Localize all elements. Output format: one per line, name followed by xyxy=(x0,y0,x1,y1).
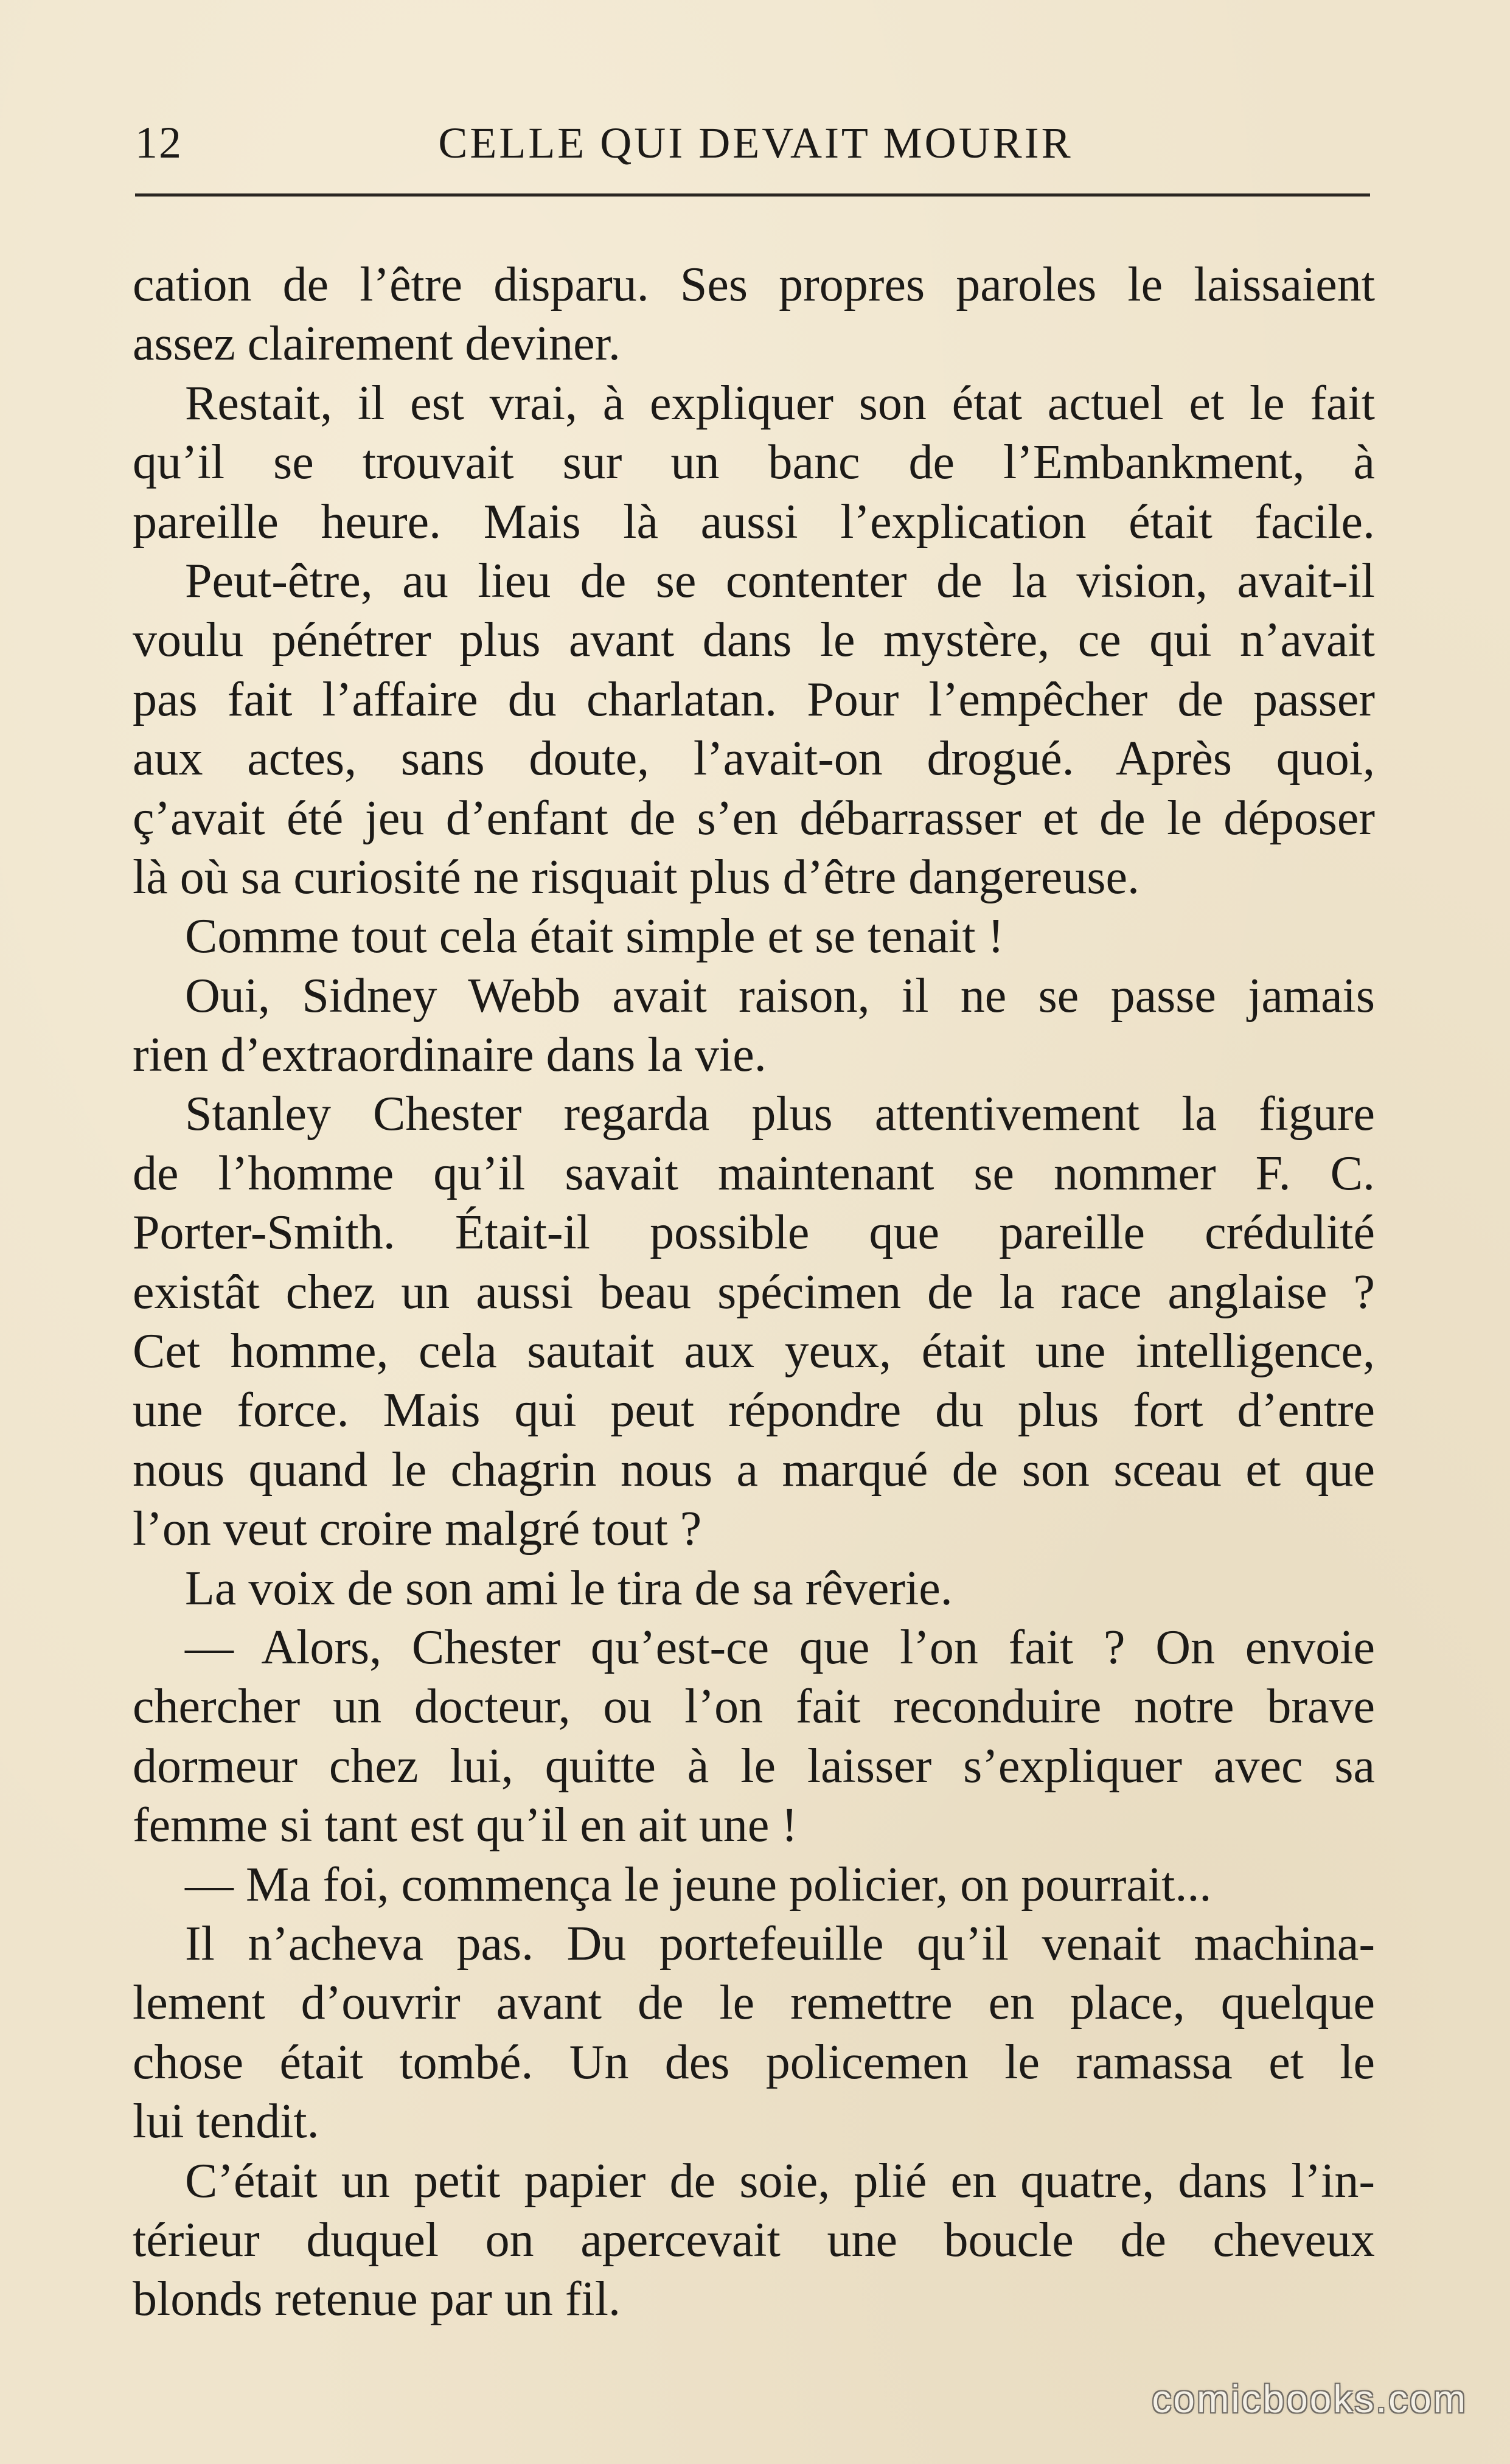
text-line: lement d’ouvrir avant de le remettre en place, quelque xyxy=(133,1976,1375,2030)
text-line: aux actes, sans doute, l’avait-on drogué. Après quoi, xyxy=(133,732,1375,786)
text-line: La voix de son ami le tira de sa rêverie. xyxy=(185,1561,953,1615)
text-line: Oui, Sidney Webb avait raison, il ne se passe jamais xyxy=(185,969,1375,1023)
text-line: C’était un petit papier de soie, plié en quatre, dans l’in- xyxy=(185,2154,1375,2208)
text-line: l’on veut croire malgré tout ? xyxy=(133,1502,702,1556)
text-line: dormeur chez lui, quitte à le laisser s’expliquer avec sa xyxy=(133,1739,1375,1793)
text-line: chose était tombé. Un des policemen le ramassa et le xyxy=(133,2035,1375,2089)
body-text xyxy=(133,256,1375,2330)
text-line: chercher un docteur, ou l’on fait reconduire notre brave xyxy=(133,1680,1375,1734)
text-line: existât chez un aussi beau spécimen de la race anglaise ? xyxy=(133,1265,1375,1319)
watermark-text: comicbooks.com xyxy=(1152,2377,1467,2421)
text-line: ç’avait été jeu d’enfant de s’en débarrasser et de le déposer xyxy=(133,791,1375,845)
page-header xyxy=(135,113,1370,173)
text-line: femme si tant est qu’il en ait une ! xyxy=(133,1798,798,1853)
text-line: pas fait l’affaire du charlatan. Pour l’empêcher de passer xyxy=(133,672,1375,726)
text-line: cation de l’être disparu. Ses propres paroles le laissaient xyxy=(133,258,1375,311)
text-line: Peut-être, au lieu de se contenter de la vision, avait-il xyxy=(185,554,1375,608)
text-line: — Ma foi, commença le jeune policier, on pourrait... xyxy=(185,1857,1212,1912)
text-line: Porter-Smith. Était-il possible que pareille crédulité xyxy=(133,1206,1375,1260)
text-line: Cet homme, cela sautait aux yeux, était une intelligence, xyxy=(133,1324,1375,1379)
text-line: nous quand le chagrin nous a marqué de son sceau et que xyxy=(133,1443,1375,1497)
text-line: de l’homme qu’il savait maintenant se nommer F. C. xyxy=(133,1146,1375,1200)
text-line: pareille heure. Mais là aussi l’explication était facile. xyxy=(133,495,1375,549)
text-line: Stanley Chester regarda plus attentivement la figure xyxy=(185,1087,1375,1141)
text-line: lui tendit. xyxy=(133,2095,319,2149)
text-line: Comme tout cela était simple et se tenait ! xyxy=(185,910,1004,964)
text-line: térieur duquel on apercevait une boucle de cheveux xyxy=(133,2213,1375,2267)
text-line: blonds retenue par un fil. xyxy=(133,2272,621,2327)
text-line: Il n’acheva pas. Du portefeuille qu’il venait machina- xyxy=(185,1916,1375,1971)
text-line: voulu pénétrer plus avant dans le mystère, ce qui n’avait xyxy=(133,613,1375,667)
text-line: rien d’extraordinaire dans la vie. xyxy=(133,1028,767,1082)
text-line: qu’il se trouvait sur un banc de l’Embankment, à xyxy=(133,436,1375,490)
running-title: CELLE QUI DEVAIT MOURIR xyxy=(438,119,1073,167)
text-line: Restait, il est vrai, à expliquer son état actuel et le fait xyxy=(185,376,1375,430)
text-line: une force. Mais qui peut répondre du plus fort d’entre xyxy=(133,1383,1375,1438)
text-line: assez clairement deviner. xyxy=(133,317,621,371)
page-number: 12 xyxy=(135,118,183,168)
header-rule xyxy=(135,193,1370,197)
text-line: là où sa curiosité ne risquait plus d’être dangereuse. xyxy=(133,850,1139,904)
text-line: — Alors, Chester qu’est-ce que l’on fait ? On envoie xyxy=(185,1620,1375,1674)
